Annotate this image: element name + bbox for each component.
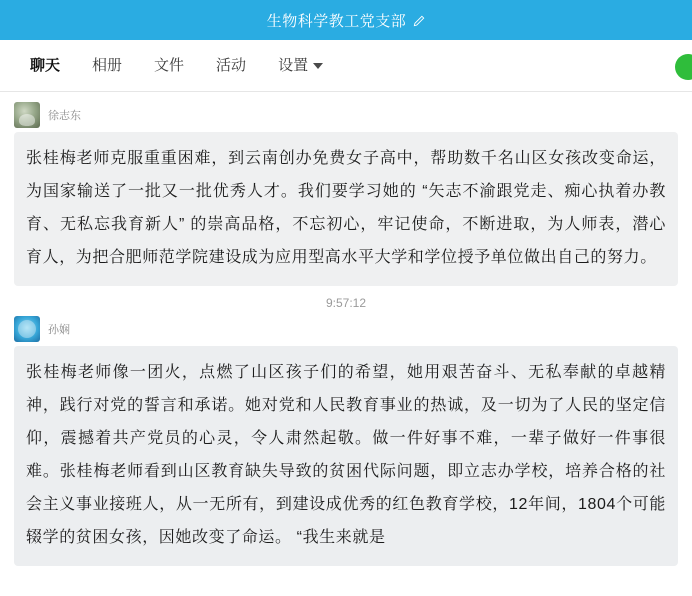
message-bubble: 张桂梅老师克服重重困难，到云南创办免费女子高中，帮助数千名山区女孩改变命运，为国家输送了一批又一批优秀人才。我们要学习她的 “矢志不渝跟党走、痴心执着办教育、无私忘我育新人” 的崇高品格，不忘初心，牢记使命，不断进取，为人师表，潜心育人，为把合肥师范学院建设成为应用型高水平大学和学位授予单位做出自己的努力。 [14,132,678,286]
page-title: 生物科学教工党支部 [266,12,407,30]
title-bar [0,0,692,40]
tab-settings[interactable] [262,40,339,91]
message-list[interactable] [0,92,692,596]
message-header [14,102,678,128]
avatar[interactable] [14,316,40,342]
tab-chat[interactable]: 聊天 [30,57,61,74]
tab-bar [0,40,692,92]
message-bubble: 张桂梅老师像一团火，点燃了山区孩子们的希望，她用艰苦奋斗、无私奉献的卓越精神，践行对党的誓言和承诺。她对党和人民教育事业的热诚，及一切为了人民的坚定信仰，震撼着共产党员的心灵，令人肃然起敬。做一件好事不难，一辈子做好一件事很难。张桂梅老师看到山区教育缺失导致的贫困代际问题，即立志办学校，培养合格的社会主义事业接班人，从一无所有，到建设成优秀的红色教育学校，12年间，1804个可能辍学的贫困女孩，因她改变了命运。 “我生来就是 [14,346,678,566]
message-item [0,102,692,286]
message-sender: 孙娴 [48,324,70,336]
message-timestamp: 9:57:12 [325,296,367,310]
message-sender: 徐志东 [48,110,81,122]
pencil-edit-icon[interactable] [412,15,425,28]
avatar[interactable] [14,102,40,128]
message-header [14,316,678,342]
tab-settings-label: 设置 [278,57,309,74]
tab-album[interactable]: 相册 [92,57,123,74]
chevron-down-icon [313,63,323,69]
tab-files[interactable]: 文件 [154,57,185,74]
status-indicator-badge[interactable] [675,54,692,80]
message-item [0,316,692,566]
tab-activities[interactable]: 活动 [216,57,247,74]
group-title-group[interactable] [267,10,426,31]
